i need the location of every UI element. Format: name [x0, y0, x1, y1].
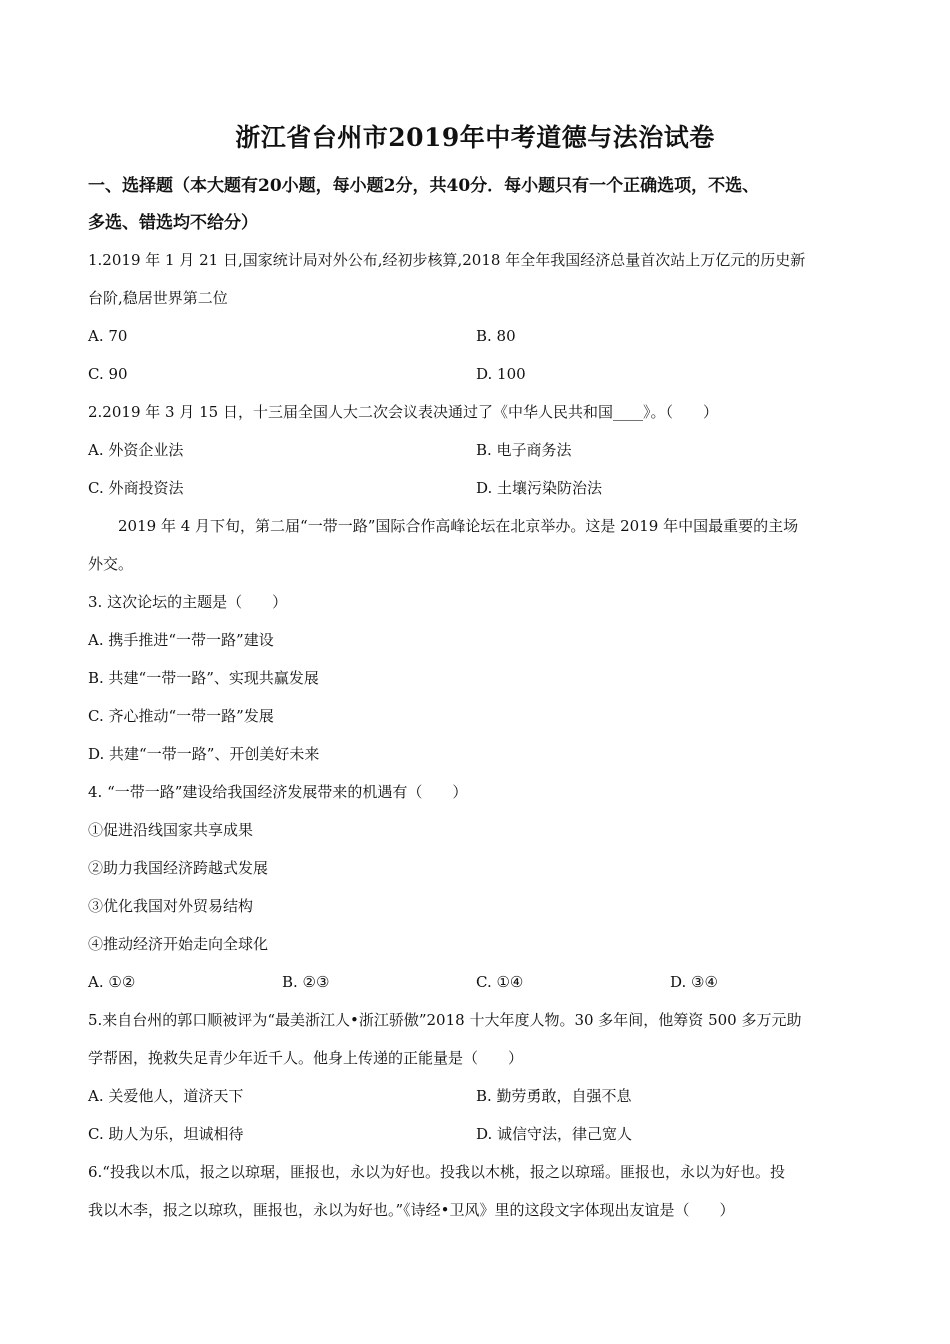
- question-1-option-a: A. 70: [88, 327, 128, 345]
- question-4-statement-4: ④推动经济开始走向全球化: [88, 935, 269, 953]
- material-line-2: 外交。: [88, 555, 134, 573]
- question-3-stem: 3. 这次论坛的主题是（ ）: [88, 593, 288, 611]
- question-5-option-b: B. 勤劳勇敢，自强不息: [476, 1087, 632, 1105]
- question-3-option-d: D. 共建“一带一路”、开创美好未来: [88, 745, 320, 763]
- question-5-option-c: C. 助人为乐，坦诚相待: [88, 1125, 244, 1143]
- question-4-option-d: D. ③④: [670, 973, 718, 991]
- document-title: 浙江省台州市2019年中考道德与法治试卷: [235, 123, 715, 152]
- question-4-statement-2: ②助力我国经济跨越式发展: [88, 859, 269, 877]
- question-3-option-b: B. 共建“一带一路”、实现共赢发展: [88, 669, 319, 687]
- section-heading-line-1: 一、选择题（本大题有20小题，每小题2分，共40分．每小题只有一个正确选项，不选、: [88, 176, 760, 196]
- question-2-option-a: A. 外资企业法: [88, 441, 184, 459]
- question-1-option-d: D. 100: [476, 365, 526, 383]
- question-1-line-2: 台阶,稳居世界第二位: [88, 289, 228, 307]
- question-2-option-b: B. 电子商务法: [476, 441, 572, 459]
- question-4-option-c: C. ①④: [476, 973, 524, 991]
- question-2-stem: 2.2019 年 3 月 15 日，十三届全国人大二次会议表决通过了《中华人民共和国____》。（ ）: [88, 403, 718, 421]
- question-2-option-c: C. 外商投资法: [88, 479, 184, 497]
- question-5-line-2: 学帮困，挽救失足青少年近千人。他身上传递的正能量是（ ）: [88, 1049, 524, 1067]
- question-5-option-a: A. 关爱他人，道济天下: [88, 1087, 244, 1105]
- question-4-statement-3: ③优化我国对外贸易结构: [88, 897, 254, 915]
- question-5-option-d: D. 诚信守法，律己宽人: [476, 1125, 633, 1143]
- question-6-line-2: 我以木李，报之以琼玖，匪报也，永以为好也。”《诗经•卫风》里的这段文字体现出友谊是（ ）: [88, 1201, 735, 1219]
- question-6-line-1: 6.“投我以木瓜，报之以琼琚，匪报也，永以为好也。投我以木桃，报之以琼瑶。匪报也，永以为好也。投: [88, 1163, 785, 1181]
- question-1-option-c: C. 90: [88, 365, 128, 383]
- question-5-line-1: 5.来自台州的郭口顺被评为“最美浙江人•浙江骄傲”2018 十大年度人物。30 多年间，他筹资 500 多万元助: [88, 1011, 802, 1029]
- question-4-option-b: B. ②③: [282, 973, 330, 991]
- question-1-option-b: B. 80: [476, 327, 516, 345]
- material-line-1: 2019 年 4 月下旬，第二届“一带一路”国际合作高峰论坛在北京举办。这是 2019 年中国最重要的主场: [118, 517, 799, 535]
- question-4-option-a: A. ①②: [88, 973, 136, 991]
- question-1-line-1: 1.2019 年 1 月 21 日,国家统计局对外公布,经初步核算,2018 年全年我国经济总量首次站上万亿元的历史新: [88, 251, 806, 269]
- question-4-stem: 4. “一带一路”建设给我国经济发展带来的机遇有（ ）: [88, 783, 468, 801]
- question-2-option-d: D. 土壤污染防治法: [476, 479, 603, 497]
- question-3-option-c: C. 齐心推动“一带一路”发展: [88, 707, 274, 725]
- section-heading-line-2: 多选、错选均不给分）: [88, 213, 258, 233]
- question-4-statement-1: ①促进沿线国家共享成果: [88, 821, 254, 839]
- question-3-option-a: A. 携手推进“一带一路”建设: [88, 631, 274, 649]
